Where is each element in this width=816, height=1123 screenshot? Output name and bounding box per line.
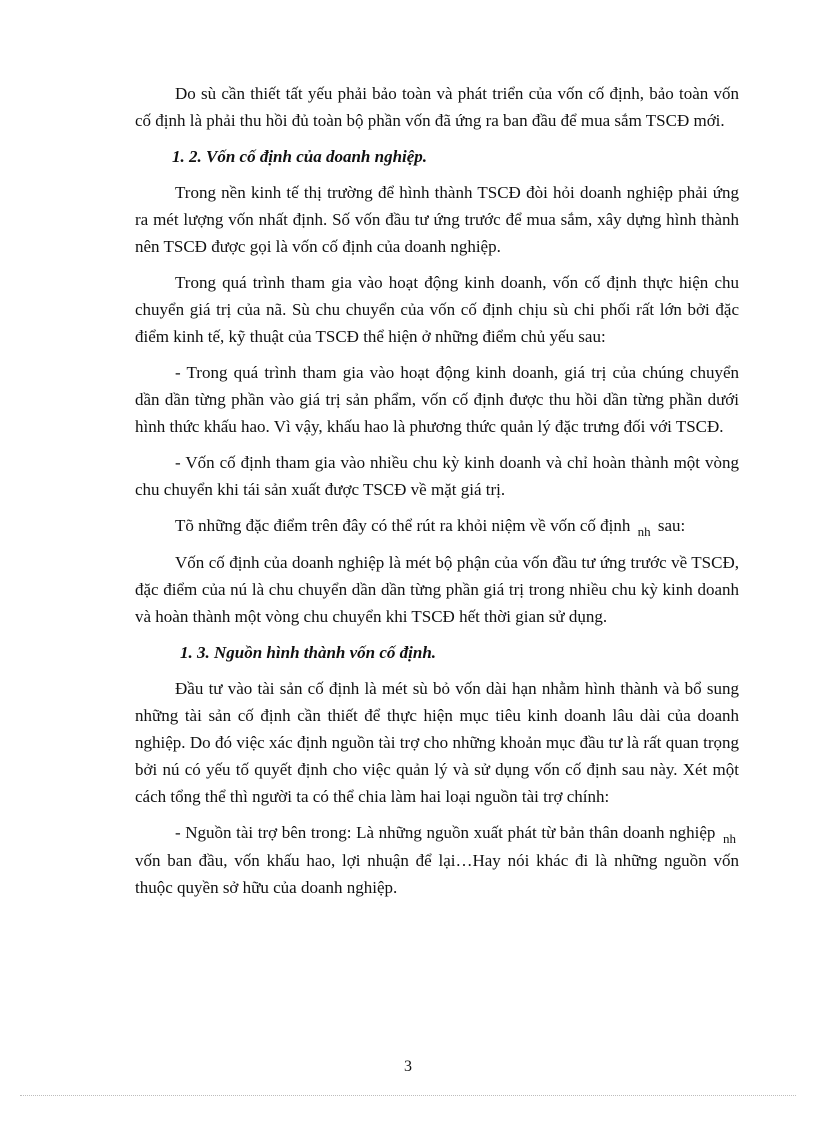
paragraph-9-tail: vốn ban đầu, vốn khấu hao, lợi nhuận để lại…Hay nói khác đi là những nguồn vốn thuộc quyền sở hữu của doanh nghiệp. [135,851,739,897]
paragraph-6 [135,512,739,540]
paragraph-2: Trong nền kinh tế thị trường để hình thành TSCĐ đòi hỏi doanh nghiệp phải ứng ra mét lượng vốn nhất định. Số vốn đầu tư ứng trước để mua sắm, xây dựng hình thành nên TSCĐ được gọi là vốn cố định của doanh nghiệp. [135,183,739,256]
paragraph-9 [135,819,739,901]
page-number: 3 [404,1058,412,1075]
paragraph-9-small-nh: nh [723,831,737,846]
paragraph-6-small-nh: nh [637,524,651,539]
paragraph-7: Vốn cố định của doanh nghiệp là mét bộ phận của vốn đầu tư ứng trước về TSCĐ, đặc điểm của nú là chu chuyển dần dần từng phần giá trị trong nhiều chu kỳ kinh doanh và hoàn thành một vòng chu chuyển khi TSCĐ hết thời gian sử dụng. [135,553,739,626]
section-heading-1-3: 1. 3. Nguồn hình thành vốn cố định. [180,643,437,662]
section-heading-1-2: 1. 2. Vốn cố định của doanh nghiệp. [172,147,428,166]
document-page [135,80,739,910]
paragraph-6-tail: sau: [657,516,686,535]
footer-divider [20,1095,796,1096]
paragraph-1: Do sù cần thiết tất yếu phải bảo toàn và phát triển của vốn cố định, bảo toàn vốn cố định là phải thu hồi đủ toàn bộ phần vốn đã ứng ra ban đầu để mua sắm TSCĐ mới. [135,84,739,130]
paragraph-5: - Vốn cố định tham gia vào nhiều chu kỳ kinh doanh và chỉ hoàn thành một vòng chu chuyển khi tái sản xuất được TSCĐ về mặt giá trị. [135,453,739,499]
paragraph-3: Trong quá trình tham gia vào hoạt động kinh doanh, vốn cố định thực hiện chu chuyển giá trị của nã. Sù chu chuyển của vốn cố định chịu sù chi phối rất lớn bởi đặc điểm kinh tế, kỹ thuật của TSCĐ thể hiện ở những điểm chủ yếu sau: [135,273,739,346]
paragraph-4: - Trong quá trình tham gia vào hoạt động kinh doanh, giá trị của chúng chuyển dần dần từng phần vào giá trị sản phẩm, vốn cố định được thu hồi dần từng phần dưới hình thức khấu hao. Vì vậy, khấu hao là phương thức quản lý đặc trưng đối với TSCĐ. [135,363,739,436]
paragraph-6-text: Tõ những đặc điểm trên đây có thể rút ra khỏi niệm về vốn cố định [175,516,631,535]
paragraph-9-text: - Nguồn tài trợ bên trong: Là những nguồn xuất phát từ bản thân doanh nghiệp [175,823,716,842]
paragraph-8: Đầu tư vào tài sản cố định là mét sù bỏ vốn dài hạn nhằm hình thành và bổ sung những tài sản cố định cần thiết để thực hiện mục tiêu kinh doanh lâu dài của doanh nghiệp. Do đó việc xác định nguồn tài trợ cho những khoản mục đầu tư là rất quan trọng bởi nú có yếu tố quyết định cho việc quản lý và sử dụng vốn cố định sau này. Xét một cách tổng thể thì người ta có thể chia làm hai loại nguồn tài trợ chính: [135,679,739,806]
